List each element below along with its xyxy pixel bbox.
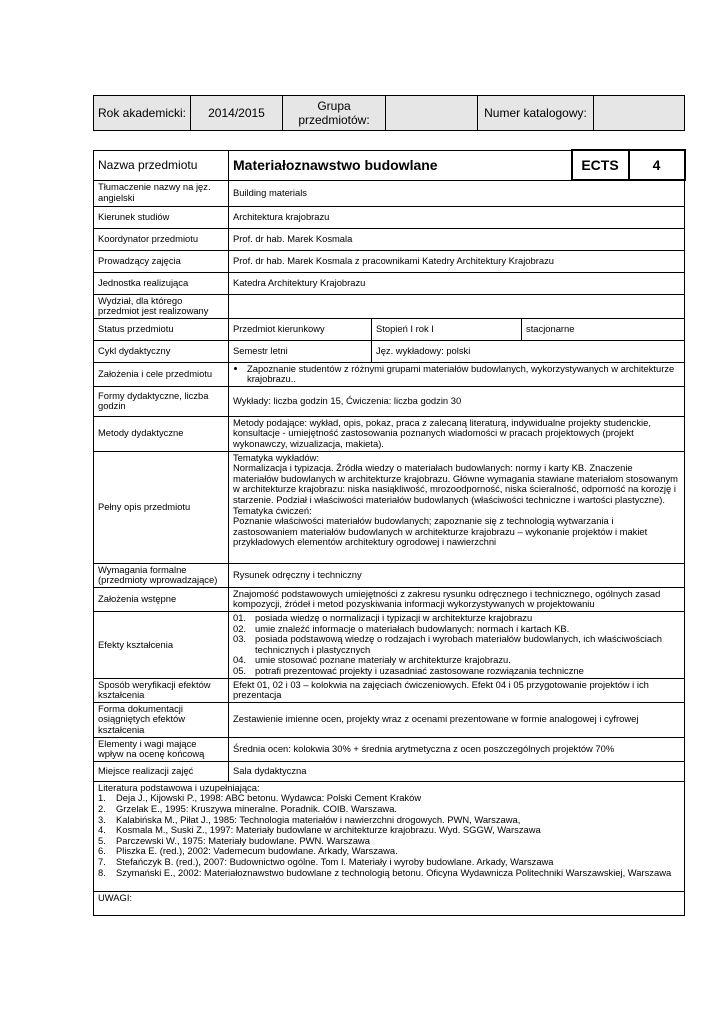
learning-outcome-text: potrafi prezentować projekty i uzasadniać zastosowane rozwiązania techniczne — [255, 665, 584, 676]
catalog-number-label: Numer katalogowy: — [478, 96, 594, 131]
literature-number: 6. — [98, 845, 106, 857]
literature-number: 2. — [98, 802, 106, 814]
status-value: Przedmiot kierunkowy — [229, 318, 372, 340]
literature-text: Parczewski W., 1975: Materiały budowlane. PWN. Warszawa — [116, 834, 370, 846]
learning-outcome-text: umie znaleźć informacje o materiałach budowlanych: normach i kartach KB. — [255, 622, 570, 634]
verification-value: Efekt 01, 02 i 03 – kolokwia na zajęciach ćwiczeniowych. Efekt 04 i 05 przygotowanie projektów i ich prezentacja — [229, 678, 685, 702]
location-label: Miejsce realizacji zajęć — [94, 761, 229, 781]
learning-outcome-text: posiada wiedzę o normalizacji i typizacji w architekturze krajobrazu — [255, 612, 533, 624]
ects-value: 4 — [629, 150, 685, 180]
faculty-label: Wydział, dla którego przedmiot jest realizowany — [94, 294, 229, 318]
full-description-label: Pełny opis przedmiotu — [94, 451, 229, 563]
learning-outcome-text: umie stosować poznane materiały w architekturze krajobrazu. — [255, 654, 511, 666]
assumptions-label: Założenia wstępne — [94, 587, 229, 611]
literature-number: 5. — [98, 834, 106, 846]
learning-outcome-number: 01. — [233, 612, 247, 624]
objectives-value — [229, 362, 685, 386]
course-name-value: Materiałoznawstwo budowlane — [229, 150, 572, 180]
full-description-value — [229, 451, 685, 563]
teaching-forms-label: Formy dydaktyczne, liczba godzin — [94, 386, 229, 416]
unit-value: Katedra Architektury Krajobrazu — [229, 272, 685, 294]
objectives-item: • Zapoznanie studentów z różnymi grupami materiałów budowlanych, wykorzystywanych w architekturze krajobrazu.. — [247, 364, 680, 385]
course-group-label: Grupa przedmiotów: — [283, 96, 386, 131]
degree-level-value: Stopień I rok I — [372, 318, 522, 340]
literature-text: Szymański E., 2002: Materiałoznawstwo budowlane z technologią betonu. Oficyna Wydawnicza Politechniki Warszawskiej, Warszawa — [116, 866, 672, 878]
learning-outcomes-value — [229, 612, 685, 679]
coordinator-value: Prof. dr hab. Marek Kosmala — [229, 228, 685, 250]
documentation-label: Forma dokumentacji osiągniętych efektów kształcenia — [94, 702, 229, 737]
learning-outcomes-list — [233, 613, 680, 677]
learning-outcomes-label: Efekty kształcenia — [94, 612, 229, 679]
literature-text: Kosmala M., Suski Z., 1997: Materiały budowlane w architekturze krajobrazu. Wyd. SGGW, Warszawa — [116, 824, 541, 836]
teaching-methods-label: Metody dydaktyczne — [94, 416, 229, 451]
course-name-label: Nazwa przedmiotu — [94, 150, 229, 180]
literature-heading: Literatura podstawowa i uzupełniająca: — [98, 781, 260, 793]
prerequisites-label: Wymagania formalne (przedmioty wprowadzające) — [94, 563, 229, 587]
assumptions-value: Znajomość podstawowych umiejętności z zakresu rysunku odręcznego i technicznego, ogólnych zasad kompozycji, źródeł i metod pozyskiwania informacji wykorzystywanych w projektowaniu — [229, 587, 685, 611]
literature-number: 8. — [98, 866, 106, 878]
learning-outcome-number: 02. — [233, 622, 247, 634]
academic-year-label: Rok akademicki: — [94, 96, 191, 131]
faculty-value — [229, 294, 685, 318]
learning-outcome-number: 05. — [233, 665, 247, 676]
notes-label: UWAGI: — [98, 891, 133, 903]
cycle-label: Cykl dydaktyczny — [94, 340, 229, 362]
literature-item — [98, 857, 680, 868]
literature-text: Kalabińska M., Piłat J., 1985: Technologia materiałów i nawierzchni drogowych. PWN, Warszawa, — [116, 813, 521, 825]
location-value: Sala dydaktyczna — [229, 761, 685, 781]
literature-number: 7. — [98, 855, 106, 867]
grading-label: Elementy i wagi mające wpływ na ocenę końcową — [94, 737, 229, 761]
literature-cell — [94, 781, 685, 891]
translation-label: Tłumaczenie nazwy na jęz. angielski — [94, 180, 229, 206]
literature-text: Deja J., Kijowski P., 1998: ABC betonu. Wydawca: Polski Cement Kraków — [116, 792, 422, 804]
literature-item — [98, 868, 680, 879]
academic-year-value: 2014/2015 — [191, 96, 283, 131]
literature-text: Pliszka E. (red.), 2002: Vademecum budowlane. Arkady, Warszawa. — [116, 845, 398, 857]
literature-list — [98, 793, 680, 878]
literature-text: Grzelak E., 1995: Kruszywa mineralne. Poradnik. COIB. Warszawa. — [116, 802, 398, 814]
translation-value: Building materials — [229, 180, 685, 206]
learning-outcome-number: 03. — [233, 633, 247, 645]
course-group-value — [386, 96, 478, 131]
literature-number: 1. — [98, 792, 106, 804]
learning-outcome-text: posiada podstawową wiedzę o rodzajach i wyrobach materiałów budowlanych, ich właściwościach technicznych i plastycznych — [255, 633, 662, 655]
teaching-forms-value: Wykłady: liczba godzin 15, Ćwiczenia: liczba godzin 30 — [229, 386, 685, 416]
status-label: Status przedmiotu — [94, 318, 229, 340]
notes-cell — [94, 891, 685, 915]
header-table — [93, 95, 685, 131]
ects-label: ECTS — [572, 150, 629, 180]
teaching-methods-value: Metody podające: wykład, opis, pokaz, praca z zalecaną literaturą, indywidualne projekty studenckie, konsultacje - umiejętność zastosowania poznanych wiadomości w pracach projektowych (projekt wykonawczy, wizualizacja, makieta). — [229, 416, 685, 451]
objectives-label: Założenia i cele przedmiotu — [94, 362, 229, 386]
learning-outcome-item — [233, 666, 680, 677]
literature-number: 4. — [98, 824, 106, 836]
literature-text: Stefańczyk B. (red.), 2007: Budownictwo ogólne. Tom I. Materiały i wyroby budowlane. Arkady, Warszawa — [116, 855, 554, 867]
grading-value: Średnia ocen: kolokwia 30% + średnia arytmetyczna z ocen poszczególnych projektów 70% — [229, 737, 685, 761]
field-of-study-value: Architektura krajobrazu — [229, 206, 685, 228]
language-value: Jęz. wykładowy: polski — [372, 340, 685, 362]
exercises-heading: Tematyka ćwiczeń: — [233, 504, 312, 516]
field-of-study-label: Kierunek studiów — [94, 206, 229, 228]
course-details-table — [93, 149, 686, 916]
verification-label: Sposób weryfikacji efektów kształcenia — [94, 678, 229, 702]
learning-outcome-number: 04. — [233, 654, 247, 666]
study-mode-value: stacjonarne — [522, 318, 685, 340]
lectures-text: Normalizacja i typizacja. Źródła wiedzy o materiałach budowlanych: normy i karty KB. Znaczenie materiałów budowlanych w architekturze krajobrazu. Główne wymagania stawiane materiałom stosowanym w architekturze krajobrazu: niska nasiąkliwość, mrozoodporność, niska ścieralność, odporność na korozję i starzenie. Podział i właściwości materiałów budowlanych (właściwości techniczne i wartości plastyczne). — [233, 462, 678, 506]
instructor-label: Prowadzący zajęcia — [94, 250, 229, 272]
instructor-value: Prof. dr hab. Marek Kosmala z pracownikami Katedry Architektury Krajobrazu — [229, 250, 685, 272]
coordinator-label: Koordynator przedmiotu — [94, 228, 229, 250]
lectures-heading: Tematyka wykładów: — [233, 451, 319, 463]
cycle-value: Semestr letni — [229, 340, 372, 362]
catalog-number-value — [594, 96, 685, 131]
learning-outcome-item — [233, 634, 680, 655]
unit-label: Jednostka realizująca — [94, 272, 229, 294]
literature-number: 3. — [98, 813, 106, 825]
literature-item — [98, 804, 680, 815]
exercises-text: Poznanie właściwości materiałów budowlanych; zapoznanie się z technologią wytwarzania i zastosowaniem materiałów budowlanych w architekturze krajobrazu – wykonanie projektów i makiet przykładowych elementów architektury ogrodowej i nawierzchni — [233, 515, 648, 548]
prerequisites-value: Rysunek odręczny i techniczny — [229, 563, 685, 587]
documentation-value: Zestawienie imienne ocen, projekty wraz z ocenami prezentowane w formie analogowej i cyfrowej — [229, 702, 685, 737]
